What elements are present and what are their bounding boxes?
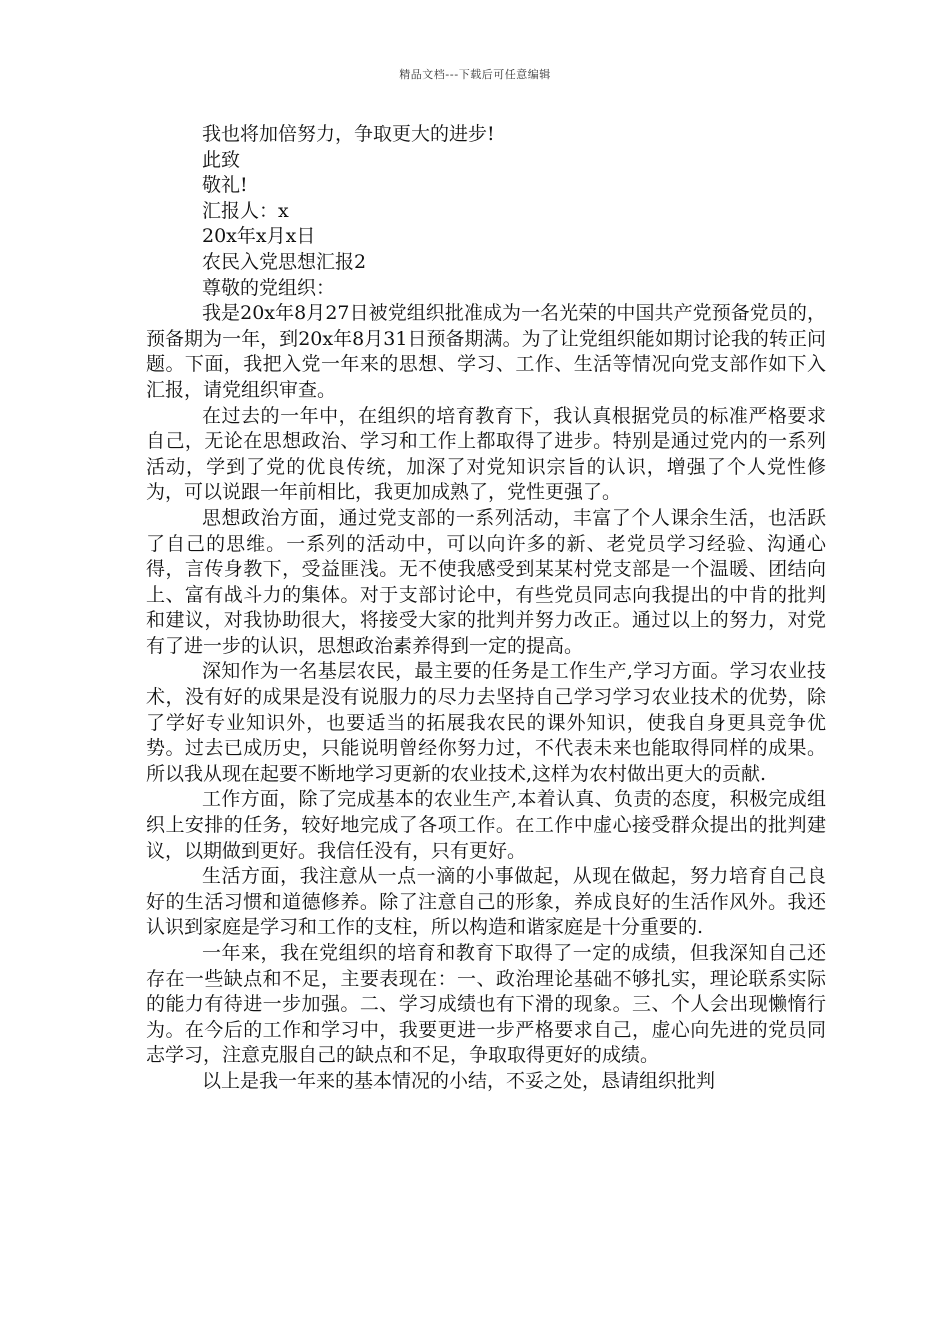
body-paragraph: 工作方面，除了完成基本的农业生产,本着认真、负责的态度，积极完成组织上安排的任务，较好地完成了各项工作。在工作中虚心接受群众提出的批判建议，以期做到更好。我信任没有，只有更好。 [146, 788, 826, 862]
section-title: 农民入党思想汇报2 [202, 250, 367, 273]
body-paragraph: 深知作为一名基层农民，最主要的任务是工作生产,学习方面。学习农业技术，没有好的成果是没有说服力的尽力去坚持自己学习学习农业技术的优势，除了学好专业知识外，也要适当的拓展我农民的课外知识，使我自身更具竞争优势。过去已成历史，只能说明曾经你努力过，不代表未来也能取得同样的成果。所以我从现在起要不断地学习更新的农业技术,这样为农村做出更大的贡献. [146, 660, 826, 785]
greeting-line: 尊敬的党组织： [202, 276, 336, 299]
body-paragraph: 在过去的一年中，在组织的培育教育下，我认真根据党员的标准严格要求自己，无论在思想政治、学习和工作上都取得了进步。特别是通过党内的一系列活动，学到了党的优良传统，加深了对党知识宗旨的认识，增强了个人党性修为，可以说跟一年前相比，我更加成熟了，党性更强了。 [146, 404, 826, 504]
closing-line: 我也将加倍努力，争取更大的进步! [202, 123, 495, 145]
body-paragraph: 以上是我一年来的基本情况的小结，不妥之处，恳请组织批判 [202, 1069, 716, 1092]
reporter-line: 汇报人：x [202, 199, 289, 222]
body-paragraph: 我是20x年8月27日被党组织批准成为一名光荣的中国共产党预备党员的，预备期为一年，到20x年8月31日预备期满。为了让党组织能如期讨论我的转正问题。下面，我把入党一年来的思想、学习、工作、生活等情况向党支部作如下入汇报，请党组织审查。 [146, 302, 826, 401]
salutation-line: 敬礼! [202, 174, 248, 197]
body-paragraph: 思想政治方面，通过党支部的一系列活动，丰富了个人课余生活，也活跃了自己的思维。一系列的活动中，可以向许多的新、老党员学习经验、沟通心得，言传身教下，受益匪浅。无不使我感受到某某村党支部是一个温暖、团结向上、富有战斗力的集体。对于支部讨论中，有些党员同志向我提出的中肯的批判和建议，对我协助很大，将接受大家的批判并努力改正。通过以上的努力，对党有了进一步的认识，思想政治素养得到一定的提高。 [146, 506, 826, 657]
salutation-line: 此致 [202, 148, 241, 171]
body-paragraph: 一年来，我在党组织的培育和教育下取得了一定的成绩，但我深知自己还存在一些缺点和不足，主要表现在：一、政治理论基础不够扎实，理论联系实际的能力有待进一步加强。二、学习成绩也有下滑的现象。三、个人会出现懒惰行为。在今后的工作和学习中，我要更进一步严格要求自己，虚心向先进的党员同志学习，注意克服自己的缺点和不足，争取取得更好的成绩。 [146, 942, 826, 1067]
document-body [146, 122, 826, 1095]
date-line: 20x年x月x日 [202, 225, 316, 248]
page-header: 精品文档---下载后可任意编辑 [399, 68, 551, 81]
body-paragraph: 生活方面，我注意从一点一滴的小事做起，从现在做起，努力培育自己良好的生活习惯和道德修养。除了注意自己的形象，养成良好的生活作风外。我还认识到家庭是学习和工作的支柱，所以构造和谐家庭是十分重要的. [146, 865, 826, 939]
